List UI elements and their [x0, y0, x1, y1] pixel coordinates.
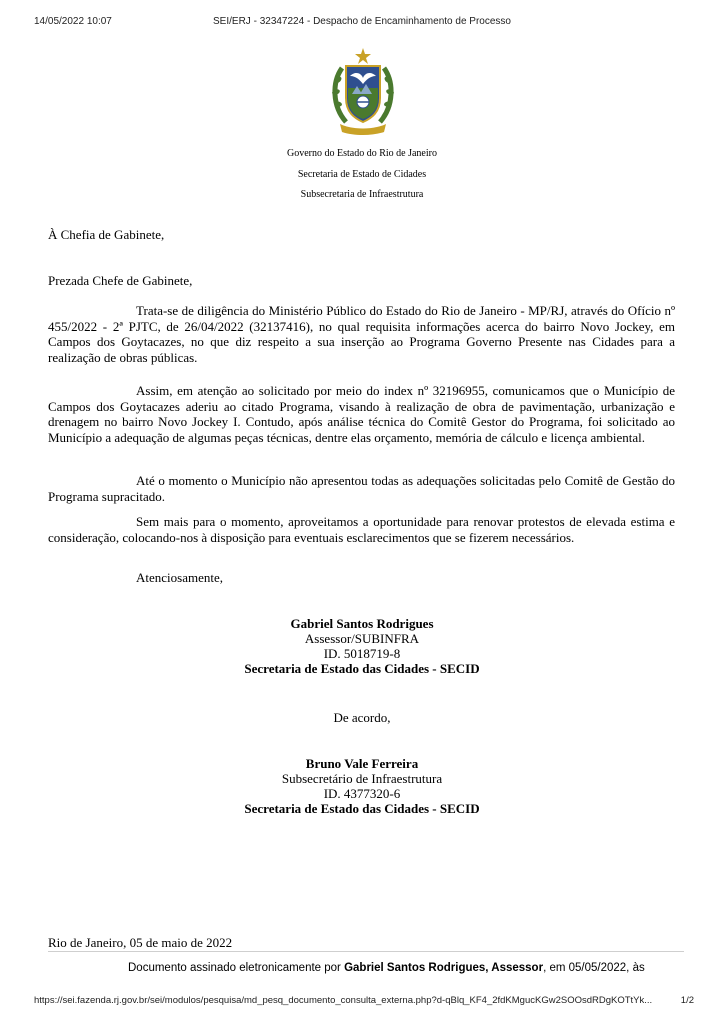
- header-secretariat: Secretaria de Estado de Cidades: [297, 169, 427, 180]
- signatory-1-id: ID. 5018719-8: [323, 646, 401, 661]
- divider: [48, 951, 684, 952]
- agreement-text: De acordo,: [333, 710, 391, 725]
- closing: Atenciosamente,: [136, 570, 223, 585]
- paragraph-2: Assim, em atenção ao solicitado por meio do index nº 32196955, comunicamos que o Município de Campos dos Goytacazes aderiu ao citado Programa, visando à realização de obra de pavimentação, urbanização e drenagem no bairro Novo Jockey I. Contudo, após análise técnica do Comitê Gestor do Programa, foi solicitado ao Município a adequação de algumas peças técnicas, dentre elas orçamento, memória de cálculo e licença ambiental.: [48, 383, 675, 445]
- signatory-1-org: Secretaria de Estado das Cidades - SECID: [244, 661, 480, 676]
- signatory-1-role: Assessor/SUBINFRA: [304, 631, 420, 646]
- page-url: https://sei.fazenda.rj.gov.br/sei/modulos/pesquisa/md_pesq_documento_consulta_externa.php?d-qBlq_KF4_2fdKMgucKGw2SOOsdRDgKOTtYk...: [34, 995, 653, 1006]
- salutation: À Chefia de Gabinete,: [48, 227, 165, 242]
- signatory-1-name: Gabriel Santos Rodrigues: [290, 616, 434, 631]
- rio-state-coat-of-arms-icon: [326, 46, 400, 138]
- header-subsecretariat: Subsecretaria de Infraestrutura: [300, 189, 424, 200]
- signatory-2-role: Subsecretário de Infraestrutura: [281, 771, 443, 786]
- signatory-2-org: Secretaria de Estado das Cidades - SECID: [244, 801, 480, 816]
- place-date: Rio de Janeiro, 05 de maio de 2022: [48, 935, 233, 950]
- greeting: Prezada Chefe de Gabinete,: [48, 273, 193, 288]
- signed-prefix: Documento assinado eletronicamente por: [128, 962, 345, 974]
- paragraph-4: Sem mais para o momento, aproveitamos a oportunidade para renovar protestos de elevada estima e consideração, colocando-nos à disposição para eventuais esclarecimentos que se fizerem necessários.: [48, 514, 675, 545]
- paragraph-1: Trata-se de diligência do Ministério Público do Estado do Rio de Janeiro - MP/RJ, através do Ofício nº 455/2022 - 2ª PJTC, de 26/04/2022 (32137416), no qual requisita informações acerca do bairro Novo Jockey, em Campos dos Goytacazes, no que diz respeito a sua inserção ao Programa Governo Presente nas Cidades para a realização de obras públicas.: [48, 303, 675, 365]
- signatory-2-id: ID. 4377320-6: [323, 786, 401, 801]
- paragraph-3: Até o momento o Município não apresentou todas as adequações solicitadas pelo Comitê de Gestão do Programa supracitado.: [48, 473, 675, 504]
- signatory-2-block: [0, 756, 724, 816]
- signed-name: Gabriel Santos Rodrigues, Assessor: [344, 962, 544, 974]
- electronic-signature-notice: [128, 962, 645, 974]
- signatory-1-block: [0, 616, 724, 676]
- signed-suffix: , em 05/05/2022, às: [543, 962, 645, 974]
- print-doc-title: SEI/ERJ - 32347224 - Despacho de Encaminhamento de Processo: [213, 16, 511, 27]
- page-number: 1/2: [680, 995, 694, 1006]
- signatory-2-name: Bruno Vale Ferreira: [305, 756, 419, 771]
- header-government: Governo do Estado do Rio de Janeiro: [287, 148, 437, 159]
- print-datetime: 14/05/2022 10:07: [34, 16, 112, 27]
